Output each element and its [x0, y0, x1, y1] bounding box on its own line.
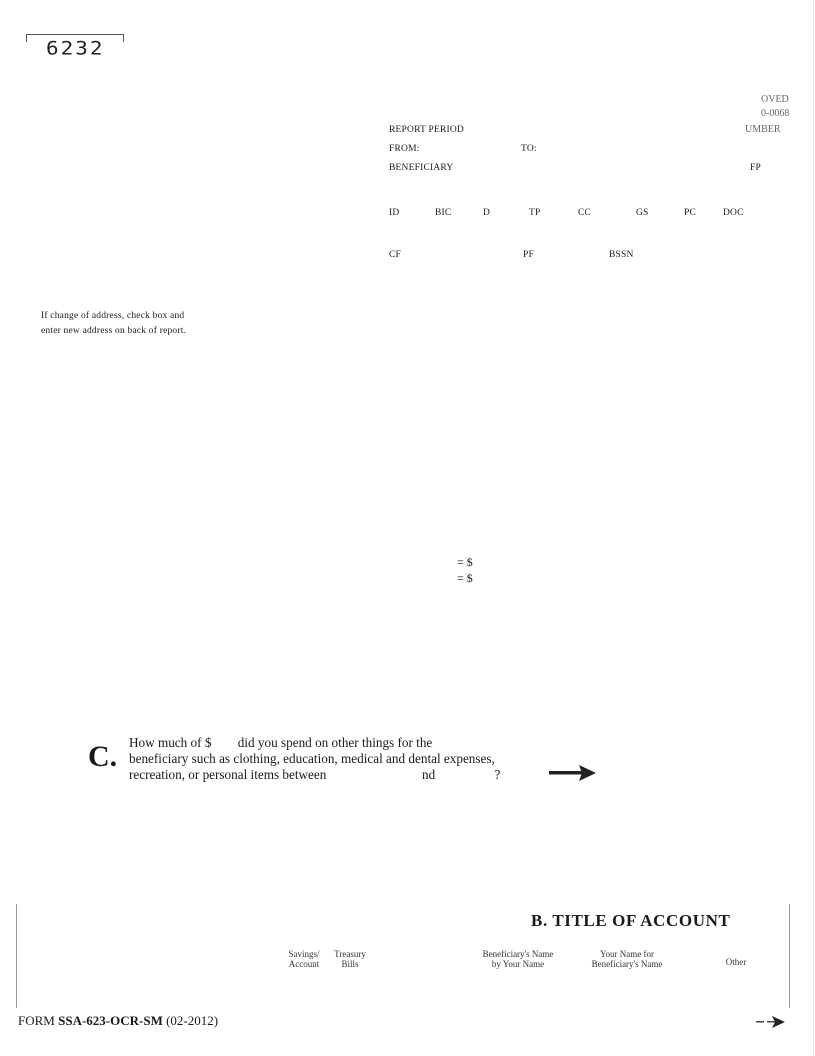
section-c-line-2: beneficiary such as clothing, education, medical and dental expenses,	[129, 751, 495, 766]
col-treasury-bills	[327, 949, 373, 969]
code-cc: CC	[578, 208, 592, 218]
omb-line-1: OVED	[761, 94, 789, 105]
address-note-line-1: If change of address, check box and	[41, 311, 185, 321]
col-treasury-line-1: Treasury	[334, 949, 366, 959]
code-pc: PC	[684, 208, 697, 218]
col-bene-line-2: by Your Name	[491, 959, 545, 969]
form-id-code: SSA-623-OCR-SM	[58, 1013, 163, 1028]
col-bene-line-1: Beneficiary's Name	[482, 949, 554, 959]
section-c-line-1: How much of $ did you spend on other things for the	[129, 735, 433, 750]
omb-line-3: UMBER	[745, 124, 781, 135]
form-id	[18, 1013, 218, 1029]
from-label: FROM:	[389, 144, 420, 154]
report-period-label: REPORT PERIOD	[389, 125, 464, 135]
code-tp: TP	[529, 208, 541, 218]
equals-dollar-1: = $	[457, 555, 473, 569]
form-number: 6232	[46, 37, 105, 59]
form-id-prefix: FORM	[18, 1013, 59, 1028]
equals-dollar-2: = $	[457, 571, 473, 585]
code-bic: BIC	[435, 208, 452, 218]
arrow-right-icon	[549, 764, 597, 782]
col-your-name	[580, 949, 674, 969]
code-d: D	[483, 208, 491, 218]
col-your-name-line-2: Beneficiary's Name	[591, 959, 663, 969]
section-c-line-3: recreation, or personal items between nd ?	[129, 767, 501, 782]
col-treasury-line-2: Bills	[341, 959, 359, 969]
col-other: Other	[725, 957, 747, 967]
section-c-letter: C.	[88, 740, 118, 773]
section-b-title: B. TITLE OF ACCOUNT	[531, 911, 731, 930]
col-savings-line-2: Account	[288, 959, 320, 969]
address-note-line-2: enter new address on back of report.	[41, 326, 187, 336]
beneficiary-label: BENEFICIARY	[389, 163, 454, 173]
fp-label: FP	[750, 163, 761, 173]
form-id-date: (02-2012)	[162, 1013, 219, 1028]
col-your-name-line-1: Your Name for	[599, 949, 655, 959]
arrow-right-small-icon	[756, 1016, 786, 1028]
col-savings-line-1: Savings/	[288, 949, 320, 959]
to-label: TO:	[521, 144, 537, 154]
section-c-question	[129, 735, 500, 783]
col-savings-account	[284, 949, 324, 969]
code-pf: PF	[523, 250, 534, 260]
code-gs: GS	[636, 208, 649, 218]
col-beneficiary-name	[472, 949, 564, 969]
code-id: ID	[389, 208, 400, 218]
omb-line-2: 0-0068	[761, 108, 790, 119]
code-cf: CF	[389, 250, 402, 260]
page-edge	[813, 0, 814, 1056]
code-bssn: BSSN	[609, 250, 634, 260]
code-doc: DOC	[723, 208, 744, 218]
